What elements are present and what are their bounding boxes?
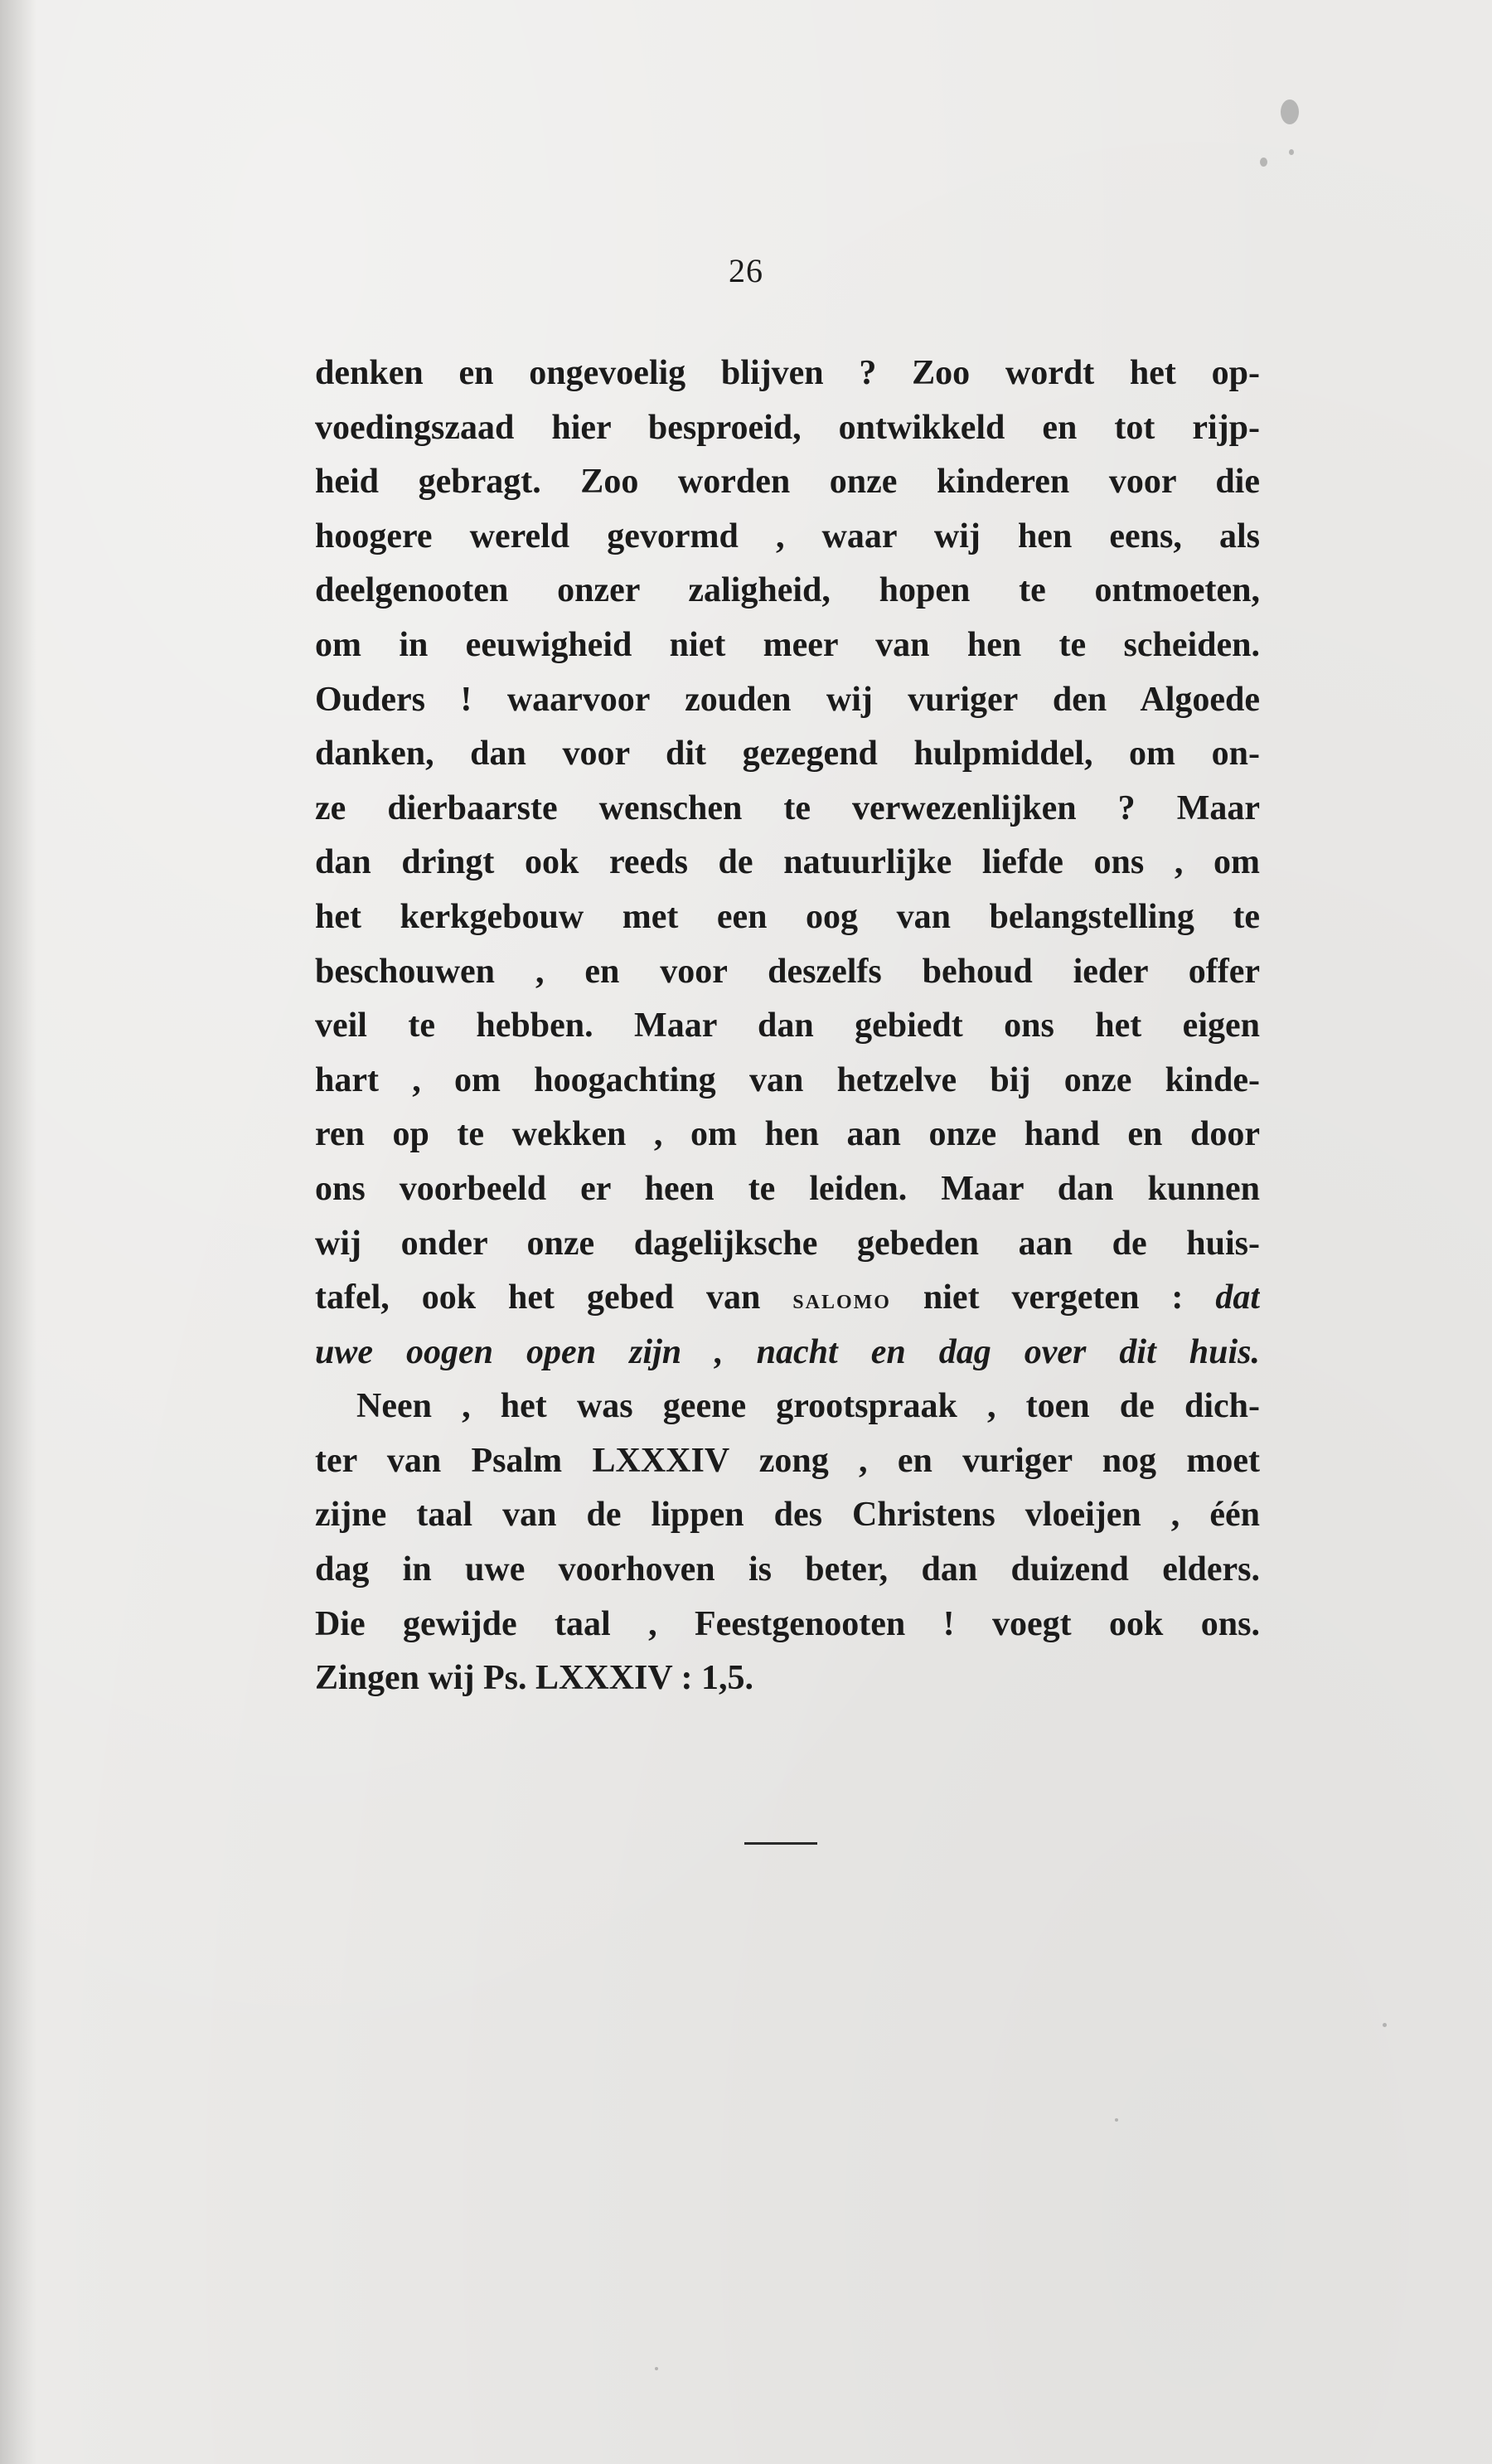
text-run: tafel, ook het gebed van <box>315 1278 793 1317</box>
text-line: hoogere wereld gevormd , waar wij hen eens, als <box>315 517 1260 555</box>
text-line: dan dringt ook reeds de natuurlijke liefde ons , om <box>315 843 1260 882</box>
text-line: ren op te wekken , om hen aan onze hand en door <box>315 1115 1260 1154</box>
text-line: dag in uwe voorhoven is beter, dan duizend elders. <box>315 1550 1260 1589</box>
page-number: 26 <box>729 252 763 289</box>
text-line: ze dierbaarste wenschen te verwezenlijken ? Maar <box>315 788 1260 827</box>
text-line: om in eeuwigheid niet meer van hen te scheiden. <box>315 625 1260 664</box>
section-end-rule <box>744 1842 817 1845</box>
paper-speck <box>1115 2118 1118 2122</box>
body-text <box>315 347 1260 1706</box>
italic-quotation: uwe oogen open zijn , nacht en dag over dit huis. <box>315 1332 1260 1371</box>
text-line: Ouders ! waarvoor zouden wij vuriger den Algoede <box>315 680 1260 719</box>
text-line: het kerkgebouw met een oog van belangstelling te <box>315 897 1260 936</box>
paper-speck <box>1260 158 1267 167</box>
text-line: hart , om hoogachting van hetzelve bij onze kinde- <box>315 1060 1260 1099</box>
text-line: beschouwen , en voor deszelfs behoud ieder offer <box>315 952 1260 991</box>
italic-quotation: dat <box>1215 1278 1260 1317</box>
text-line: deelgenooten onzer zaligheid, hopen te ontmoeten, <box>315 571 1260 610</box>
text-line <box>315 1326 1260 1380</box>
text-line: Zingen wij Ps. LXXXIV : 1,5. <box>315 1659 753 1698</box>
text-line: ons voorbeeld er heen te leiden. Maar dan kunnen <box>315 1169 1260 1208</box>
paper-speck <box>655 2367 658 2370</box>
text-line: heid gebragt. Zoo worden onze kinderen voor die <box>315 463 1260 502</box>
text-line: Die gewijde taal , Feestgenooten ! voegt ook ons. <box>315 1604 1260 1643</box>
paper-speck <box>1383 2023 1387 2027</box>
page-gutter-shadow <box>0 0 36 2464</box>
text-line: voedingszaad hier besproeid, ontwikkeld en tot rijp- <box>315 408 1260 447</box>
paragraph-start-line: Neen , het was geene grootspraak , toen de dich- <box>356 1387 1260 1426</box>
paper-speck <box>1289 149 1294 155</box>
name-small-caps: salomo <box>792 1284 891 1316</box>
text-line: veil te hebben. Maar dan gebiedt ons het eigen <box>315 1006 1260 1045</box>
paper-speck <box>1281 99 1299 124</box>
text-line <box>315 1271 1260 1326</box>
text-line: wij onder onze dagelijksche gebeden aan de huis- <box>315 1224 1260 1263</box>
text-line: ter van Psalm LXXXIV zong , en vuriger nog moet <box>315 1441 1260 1480</box>
text-line: zijne taal van de lippen des Christens vloeijen , één <box>315 1496 1260 1535</box>
text-run: niet vergeten : <box>890 1278 1216 1317</box>
text-line: danken, dan voor dit gezegend hulpmiddel, om on- <box>315 735 1260 774</box>
text-line: denken en ongevoelig blijven ? Zoo wordt het op- <box>315 354 1260 392</box>
